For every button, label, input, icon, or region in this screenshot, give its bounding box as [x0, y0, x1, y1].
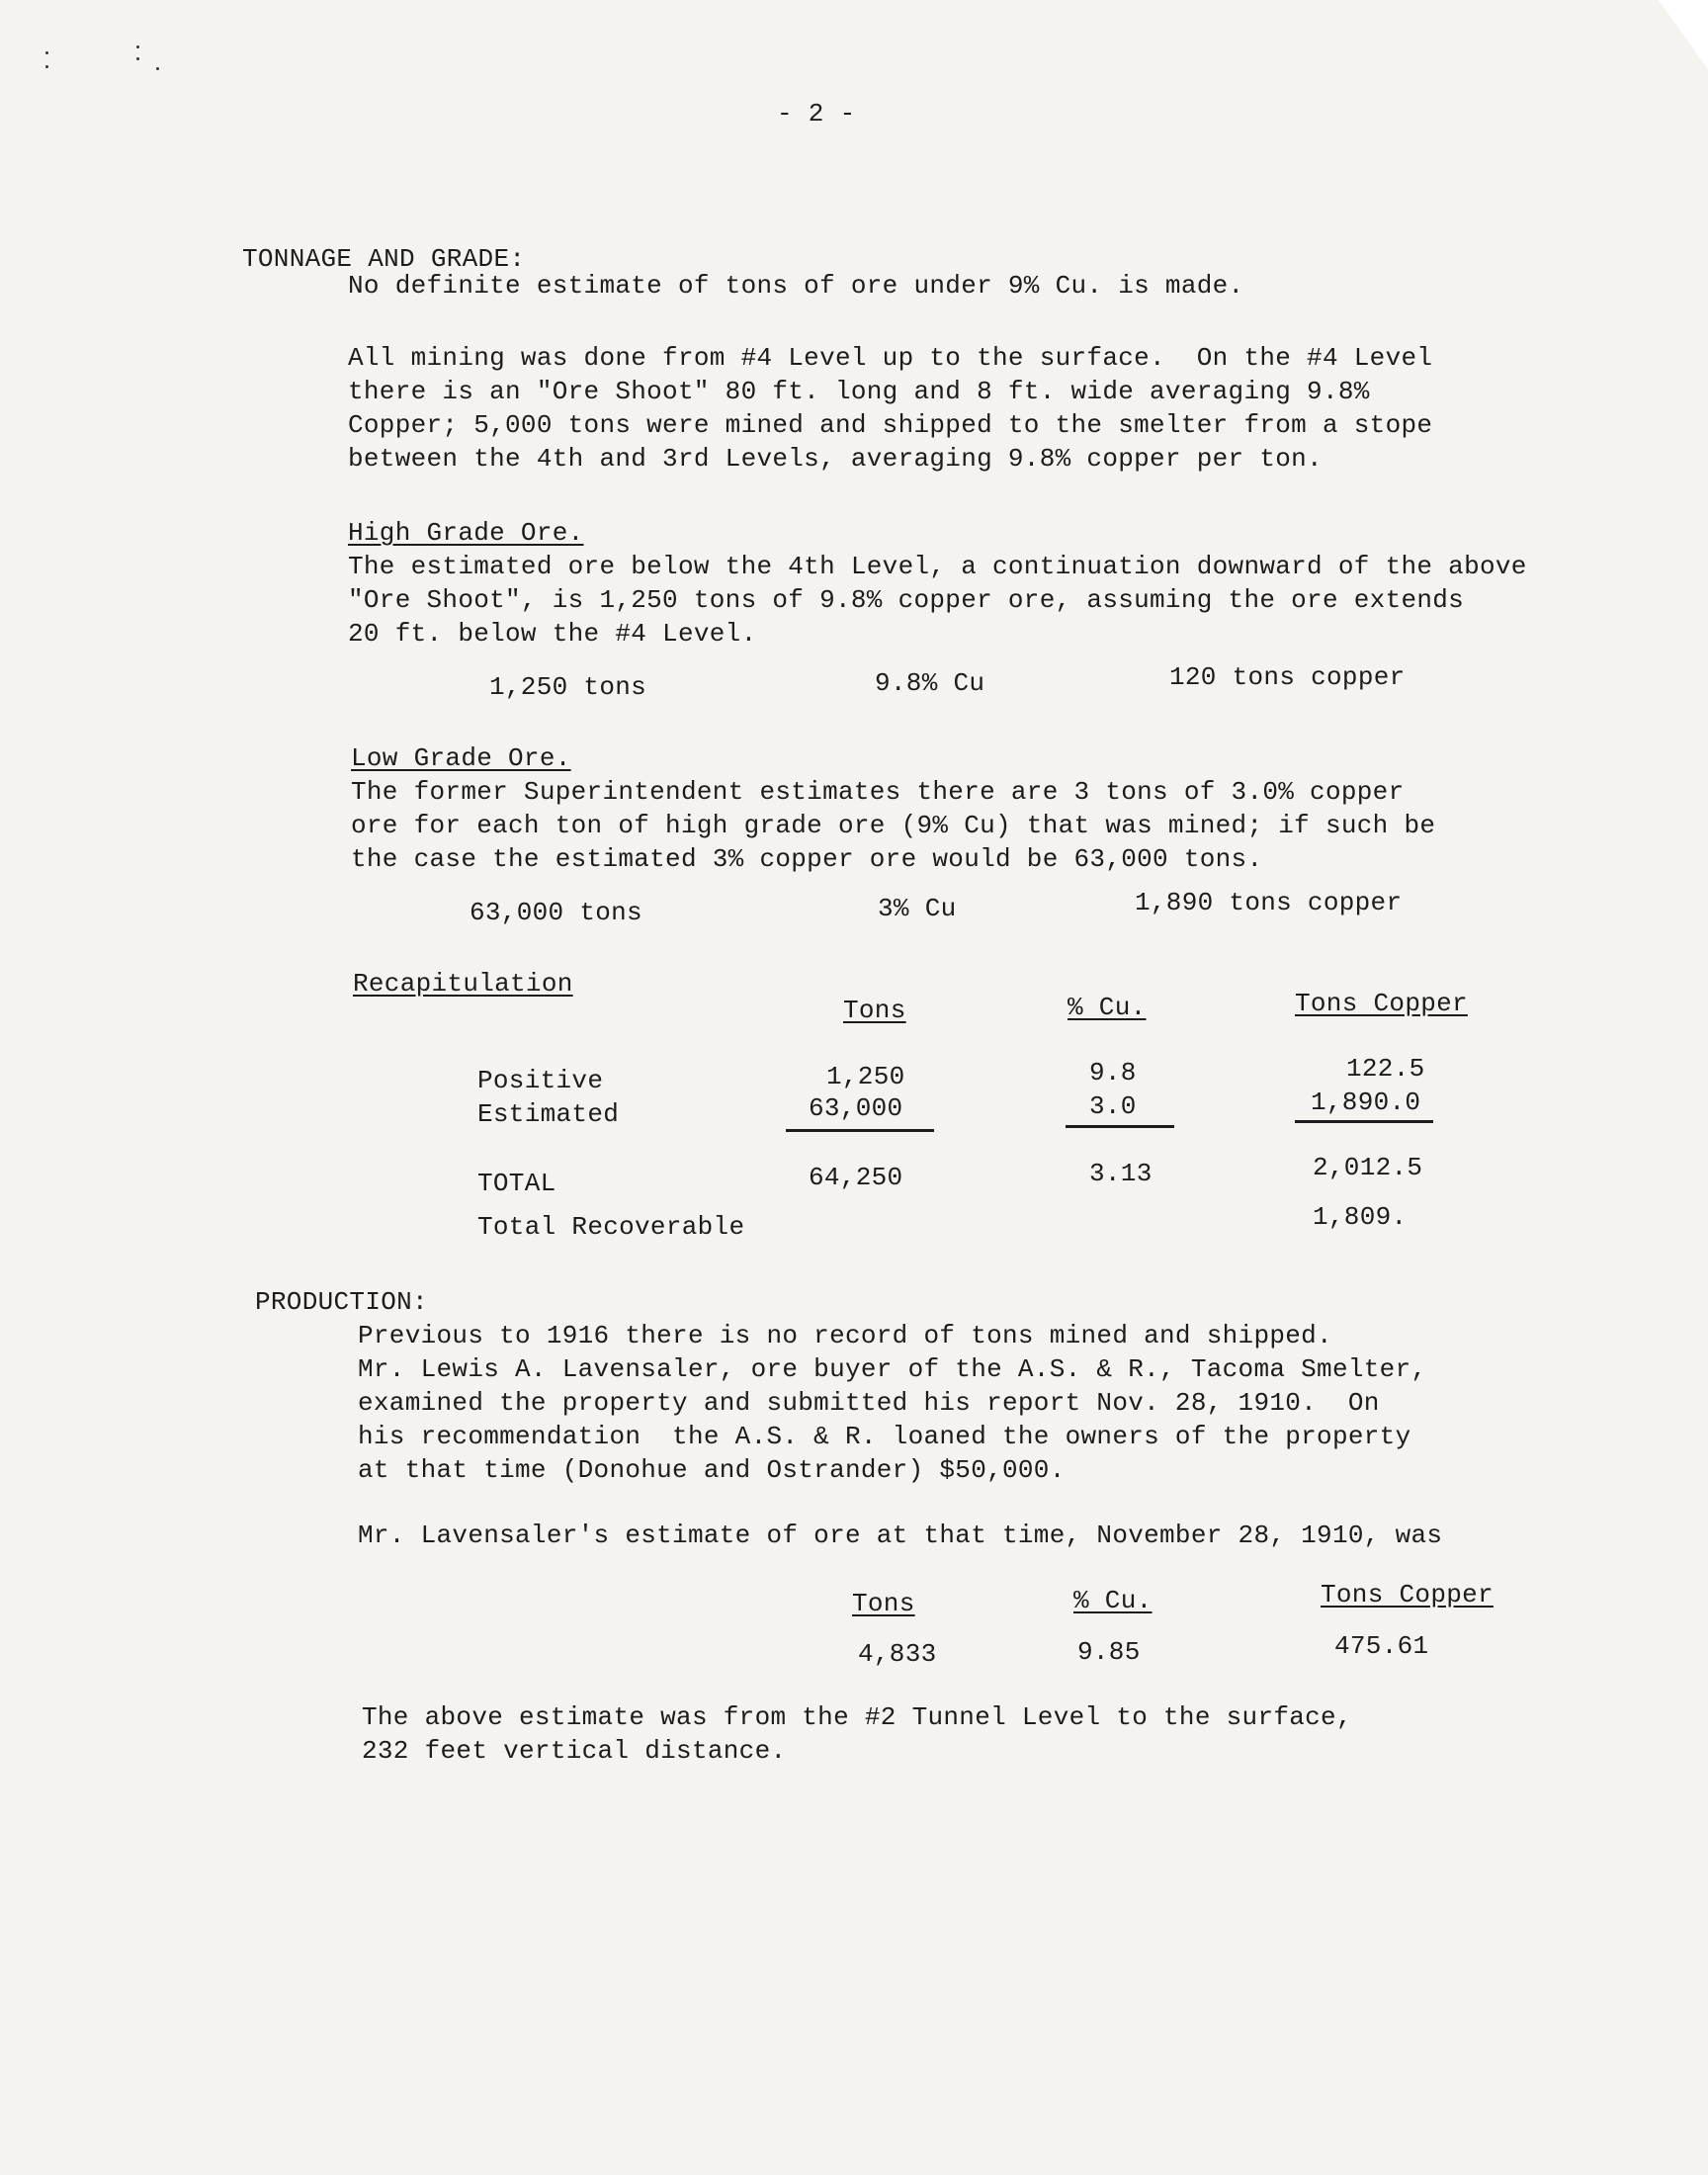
scan-speck	[45, 51, 48, 54]
production-heading: PRODUCTION:	[255, 1287, 428, 1317]
high-grade-line: The estimated ore below the 4th Level, a continuation downward of the above	[348, 552, 1527, 581]
high-grade-tons: 1,250 tons	[489, 672, 647, 702]
tonnage-para-line: there is an "Ore Shoot" 80 ft. long and 8 ft. wide averaging 9.8%	[348, 377, 1370, 406]
low-grade-copper: 1,890 tons copper	[1135, 888, 1403, 917]
high-grade-copper: 120 tons copper	[1169, 662, 1406, 692]
recap-row-label: Positive	[477, 1066, 604, 1095]
recap-row-copper: 1,890.0	[1311, 1088, 1421, 1117]
tonnage-para-line: All mining was done from #4 Level up to the surface. On the #4 Level	[348, 343, 1433, 373]
recap-total-copper: 2,012.5	[1313, 1153, 1423, 1182]
estimate-col-cu: % Cu.	[1073, 1586, 1153, 1615]
recap-sum-rule	[1295, 1120, 1433, 1123]
estimate-col-tons: Tons	[852, 1589, 915, 1618]
estimate-cu: 9.85	[1077, 1637, 1141, 1667]
low-grade-grade: 3% Cu	[878, 894, 957, 923]
production-line: Previous to 1916 there is no record of tons mined and shipped.	[358, 1321, 1332, 1350]
tonnage-para-line: between the 4th and 3rd Levels, averaging 9.8% copper per ton.	[348, 444, 1323, 474]
scan-speck	[45, 65, 48, 68]
recap-total-tons: 64,250	[809, 1163, 903, 1192]
low-grade-line: ore for each ton of high grade ore (9% Cu) that was mined; if such be	[351, 811, 1436, 840]
high-grade-heading: High Grade Ore.	[348, 518, 584, 548]
production-line: examined the property and submitted his report Nov. 28, 1910. On	[358, 1388, 1380, 1418]
recap-total-label: TOTAL	[477, 1169, 556, 1198]
closing-line: 232 feet vertical distance.	[362, 1736, 787, 1766]
estimate-intro: Mr. Lavensaler's estimate of ore at that time, November 28, 1910, was	[358, 1521, 1443, 1550]
recap-row-copper: 122.5	[1346, 1054, 1425, 1084]
low-grade-line: the case the estimated 3% copper ore would be 63,000 tons.	[351, 844, 1263, 874]
estimate-col-copper: Tons Copper	[1321, 1580, 1494, 1610]
recap-row-tons: 1,250	[826, 1062, 905, 1091]
scan-speck	[136, 57, 139, 60]
recap-recoverable-label: Total Recoverable	[477, 1212, 745, 1242]
tonnage-intro: No definite estimate of tons of ore under 9% Cu. is made.	[348, 271, 1244, 301]
low-grade-heading: Low Grade Ore.	[351, 743, 571, 773]
production-line: at that time (Donohue and Ostrander) $50,000.	[358, 1455, 1066, 1485]
high-grade-line: "Ore Shoot", is 1,250 tons of 9.8% copper ore, assuming the ore extends	[348, 585, 1465, 615]
production-line: his recommendation the A.S. & R. loaned the owners of the property	[358, 1422, 1411, 1451]
tonnage-heading: TONNAGE AND GRADE:	[242, 244, 526, 274]
estimate-copper: 475.61	[1334, 1631, 1429, 1661]
recap-row-label: Estimated	[477, 1099, 620, 1129]
recap-sum-rule	[786, 1129, 934, 1132]
recap-col-copper: Tons Copper	[1295, 989, 1468, 1018]
recap-col-tons: Tons	[843, 996, 906, 1025]
recap-row-cu: 3.0	[1089, 1091, 1137, 1121]
recap-total-cu: 3.13	[1089, 1159, 1153, 1188]
recap-row-cu: 9.8	[1089, 1058, 1137, 1088]
estimate-tons: 4,833	[858, 1639, 937, 1669]
recap-heading: Recapitulation	[353, 969, 573, 999]
closing-line: The above estimate was from the #2 Tunnel Level to the surface,	[362, 1702, 1352, 1732]
recap-recoverable-value: 1,809.	[1313, 1202, 1408, 1232]
folded-corner	[1659, 0, 1708, 69]
recap-col-cu: % Cu.	[1068, 993, 1147, 1022]
scan-speck	[136, 45, 139, 48]
high-grade-grade: 9.8% Cu	[875, 668, 985, 698]
low-grade-tons: 63,000 tons	[470, 898, 642, 927]
tonnage-para-line: Copper; 5,000 tons were mined and shipped to the smelter from a stope	[348, 410, 1433, 440]
recap-row-tons: 63,000	[809, 1093, 903, 1123]
high-grade-line: 20 ft. below the #4 Level.	[348, 619, 757, 649]
low-grade-line: The former Superintendent estimates there are 3 tons of 3.0% copper	[351, 777, 1405, 807]
scan-speck	[156, 67, 159, 70]
production-line: Mr. Lewis A. Lavensaler, ore buyer of the A.S. & R., Tacoma Smelter,	[358, 1354, 1427, 1384]
page-number: - 2 -	[777, 99, 856, 129]
recap-sum-rule	[1066, 1125, 1174, 1128]
